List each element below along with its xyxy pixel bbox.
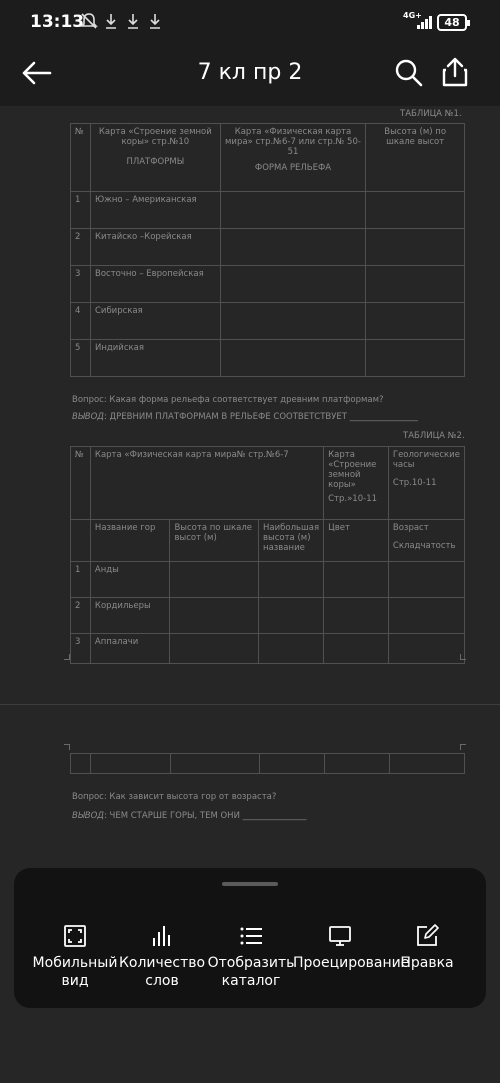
drag-handle[interactable]: [222, 882, 278, 886]
table-2-continuation: [70, 753, 465, 774]
signal-icon: [403, 11, 433, 30]
table2-caption: ТАБЛИЦА №2.: [403, 431, 465, 441]
table-header: Карта «Физическая карта мира» стр.№6-7 или стр.№ 50-51 ФОРМА РЕЛЬЕФА: [220, 124, 366, 192]
share-icon: [440, 56, 470, 88]
download-icon: [148, 12, 162, 34]
table-row: 5 Индийская: [71, 340, 465, 377]
battery-icon: [437, 14, 467, 31]
table-row: 1 Анды: [71, 562, 465, 598]
catalog-icon: [239, 924, 263, 948]
table-header: Карта «Строение земной коры» стр.№10 ПЛАТФОРМЫ: [90, 124, 220, 192]
table-header: Название гор: [90, 520, 170, 562]
app-bar: [0, 44, 500, 106]
table-row: 1 Южно – Американская: [71, 192, 465, 229]
table-2: [70, 446, 465, 664]
word-count-icon: [150, 924, 174, 948]
table-1: [70, 123, 465, 377]
table-header: №: [71, 447, 91, 520]
mobile-view-button[interactable]: Мобильный вид: [28, 924, 122, 990]
question-2: Вопрос: Как зависит высота гор от возраста?: [72, 792, 277, 802]
share-button[interactable]: [440, 56, 470, 88]
page-corner-mark: [64, 654, 70, 660]
question-1: Вопрос: Какая форма рельефа соответствует древним платформам?: [72, 395, 384, 405]
show-catalog-button[interactable]: Отобразить каталог: [204, 924, 298, 990]
table-header: №: [71, 124, 91, 192]
table-row: 4 Сибирская: [71, 303, 465, 340]
table-header: Карта «Физическая карта мира№ стр.№6-7: [90, 447, 323, 520]
table1-caption: ТАБЛИЦА №1.: [400, 109, 462, 119]
projection-icon: [328, 924, 352, 948]
table-header: Цвет: [324, 520, 389, 562]
table-row: 3 Восточно – Европейская: [71, 266, 465, 303]
page-corner-mark: [460, 744, 466, 750]
download-icon: [104, 12, 118, 34]
page-corner-mark: [64, 744, 70, 750]
table-header: Возраст Складчатость: [388, 520, 464, 562]
table-row: 3 Аппалачи: [71, 634, 465, 664]
table-header: Карта «Строение земной коры» Стр.»10-11: [324, 447, 389, 520]
table-header: Наибольшая высота (м) название: [259, 520, 324, 562]
page-corner-mark: [460, 654, 466, 660]
table-header: Высота (м) по шкале высот: [366, 124, 465, 192]
table-row: 2 Китайско –Корейская: [71, 229, 465, 266]
table-header: Высота по шкале высот (м): [170, 520, 259, 562]
search-button[interactable]: [394, 58, 424, 88]
word-count-button[interactable]: Количество слов: [115, 924, 209, 990]
status-time: 13:13: [30, 12, 85, 32]
mobile-view-icon: [63, 924, 87, 948]
status-bar: [0, 0, 500, 44]
download-icon: [126, 12, 140, 34]
projection-button[interactable]: Проецирование: [293, 924, 387, 972]
conclusion-1: ВЫВОД: ДРЕВНИМ ПЛАТФОРМАМ В РЕЛЬЕФЕ СООТВЕТСТВУЕТ ________________: [72, 412, 418, 422]
page-break: [0, 704, 500, 705]
search-icon: [394, 58, 424, 88]
table-header: Геологические часы Стр.10-11: [388, 447, 464, 520]
edit-button[interactable]: Правка: [380, 924, 474, 972]
tools-panel: [14, 868, 486, 1008]
battery-level: 48: [444, 16, 460, 29]
conclusion-2: ВЫВОД: ЧЕМ СТАРШЕ ГОРЫ, ТЕМ ОНИ _______________: [72, 811, 307, 821]
edit-icon: [415, 924, 439, 948]
table-row: 2 Кордильеры: [71, 598, 465, 634]
network-type: 4G+: [403, 11, 422, 20]
document-title: 7 кл пр 2: [197, 60, 303, 85]
dnd-off-icon: [80, 12, 98, 34]
